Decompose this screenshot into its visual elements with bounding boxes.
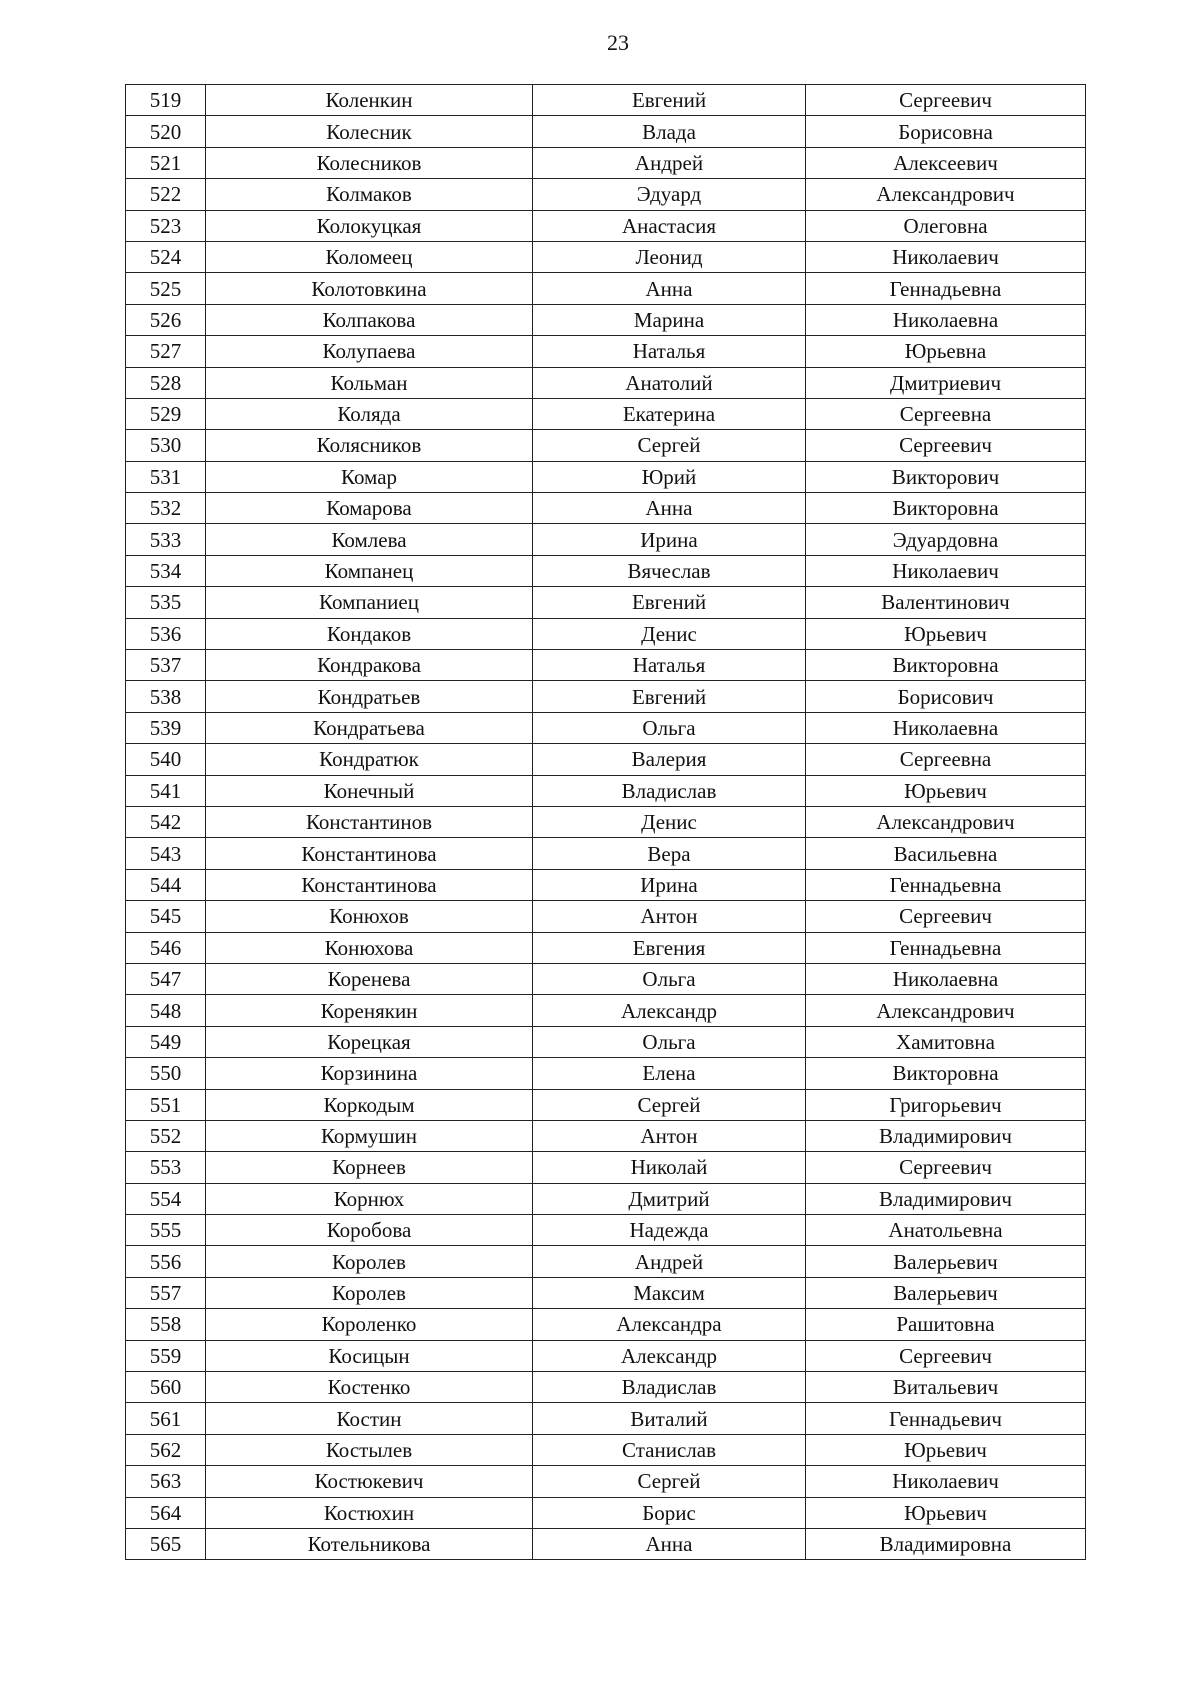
row-number-cell: 562 (126, 1434, 206, 1465)
first-name-cell: Ирина (533, 869, 806, 900)
row-number-cell: 558 (126, 1309, 206, 1340)
table-row (126, 1026, 1086, 1057)
patronymic-cell: Алексеевич (806, 147, 1086, 178)
last-name-cell: Корзинина (206, 1058, 533, 1089)
table-row (126, 147, 1086, 178)
last-name-cell: Коробова (206, 1215, 533, 1246)
first-name-cell: Александр (533, 995, 806, 1026)
row-number-cell: 521 (126, 147, 206, 178)
first-name-cell: Дмитрий (533, 1183, 806, 1214)
first-name-cell: Ольга (533, 1026, 806, 1057)
row-number-cell: 529 (126, 398, 206, 429)
table-row (126, 712, 1086, 743)
table-row (126, 1340, 1086, 1371)
last-name-cell: Конюхова (206, 932, 533, 963)
row-number-cell: 555 (126, 1215, 206, 1246)
table-row (126, 241, 1086, 272)
first-name-cell: Влада (533, 116, 806, 147)
last-name-cell: Косицын (206, 1340, 533, 1371)
patronymic-cell: Дмитриевич (806, 367, 1086, 398)
last-name-cell: Комлева (206, 524, 533, 555)
patronymic-cell: Олеговна (806, 210, 1086, 241)
row-number-cell: 546 (126, 932, 206, 963)
last-name-cell: Комарова (206, 493, 533, 524)
patronymic-cell: Александрович (806, 995, 1086, 1026)
row-number-cell: 531 (126, 461, 206, 492)
row-number-cell: 526 (126, 304, 206, 335)
first-name-cell: Борис (533, 1497, 806, 1528)
table-row (126, 650, 1086, 681)
table-row (126, 1183, 1086, 1214)
row-number-cell: 549 (126, 1026, 206, 1057)
first-name-cell: Антон (533, 1120, 806, 1151)
patronymic-cell: Александрович (806, 806, 1086, 837)
table-row (126, 210, 1086, 241)
patronymic-cell: Николаевна (806, 712, 1086, 743)
first-name-cell: Наталья (533, 650, 806, 681)
last-name-cell: Константинова (206, 869, 533, 900)
first-name-cell: Елена (533, 1058, 806, 1089)
table-row (126, 1497, 1086, 1528)
table-row (126, 1403, 1086, 1434)
table-row (126, 1120, 1086, 1151)
patronymic-cell: Григорьевич (806, 1089, 1086, 1120)
patronymic-cell: Сергеевич (806, 85, 1086, 116)
patronymic-cell: Николаевна (806, 304, 1086, 335)
row-number-cell: 538 (126, 681, 206, 712)
first-name-cell: Виталий (533, 1403, 806, 1434)
first-name-cell: Максим (533, 1277, 806, 1308)
patronymic-cell: Сергеевна (806, 744, 1086, 775)
first-name-cell: Сергей (533, 1466, 806, 1497)
row-number-cell: 539 (126, 712, 206, 743)
last-name-cell: Константинова (206, 838, 533, 869)
last-name-cell: Комар (206, 461, 533, 492)
row-number-cell: 530 (126, 430, 206, 461)
table-row (126, 1528, 1086, 1559)
row-number-cell: 542 (126, 806, 206, 837)
row-number-cell: 550 (126, 1058, 206, 1089)
last-name-cell: Костенко (206, 1372, 533, 1403)
row-number-cell: 527 (126, 336, 206, 367)
table-row (126, 304, 1086, 335)
first-name-cell: Вера (533, 838, 806, 869)
last-name-cell: Кондракова (206, 650, 533, 681)
table-row (126, 618, 1086, 649)
patronymic-cell: Геннадьевна (806, 932, 1086, 963)
patronymic-cell: Викторовна (806, 493, 1086, 524)
last-name-cell: Колмаков (206, 179, 533, 210)
first-name-cell: Леонид (533, 241, 806, 272)
first-name-cell: Анастасия (533, 210, 806, 241)
first-name-cell: Александр (533, 1340, 806, 1371)
patronymic-cell: Геннадьевна (806, 869, 1086, 900)
table-row (126, 995, 1086, 1026)
last-name-cell: Коренева (206, 963, 533, 994)
first-name-cell: Евгения (533, 932, 806, 963)
first-name-cell: Ирина (533, 524, 806, 555)
first-name-cell: Анатолий (533, 367, 806, 398)
last-name-cell: Королев (206, 1277, 533, 1308)
table-row (126, 744, 1086, 775)
first-name-cell: Наталья (533, 336, 806, 367)
last-name-cell: Корнеев (206, 1152, 533, 1183)
patronymic-cell: Сергеевич (806, 430, 1086, 461)
row-number-cell: 534 (126, 555, 206, 586)
patronymic-cell: Геннадьевич (806, 1403, 1086, 1434)
table-row (126, 1215, 1086, 1246)
last-name-cell: Колупаева (206, 336, 533, 367)
last-name-cell: Кондратьев (206, 681, 533, 712)
first-name-cell: Евгений (533, 85, 806, 116)
last-name-cell: Костюкевич (206, 1466, 533, 1497)
row-number-cell: 524 (126, 241, 206, 272)
patronymic-cell: Васильевна (806, 838, 1086, 869)
last-name-cell: Конюхов (206, 901, 533, 932)
row-number-cell: 541 (126, 775, 206, 806)
patronymic-cell: Викторович (806, 461, 1086, 492)
last-name-cell: Компаниец (206, 587, 533, 618)
last-name-cell: Короленко (206, 1309, 533, 1340)
patronymic-cell: Юрьевич (806, 775, 1086, 806)
table-row (126, 1277, 1086, 1308)
table-row (126, 430, 1086, 461)
table-row (126, 493, 1086, 524)
roster-table (125, 84, 1086, 1560)
last-name-cell: Королев (206, 1246, 533, 1277)
row-number-cell: 528 (126, 367, 206, 398)
last-name-cell: Колпакова (206, 304, 533, 335)
first-name-cell: Владислав (533, 1372, 806, 1403)
row-number-cell: 544 (126, 869, 206, 900)
table-row (126, 901, 1086, 932)
patronymic-cell: Валентинович (806, 587, 1086, 618)
first-name-cell: Андрей (533, 1246, 806, 1277)
row-number-cell: 536 (126, 618, 206, 649)
patronymic-cell: Сергеевич (806, 901, 1086, 932)
first-name-cell: Анна (533, 1528, 806, 1559)
table-row (126, 775, 1086, 806)
patronymic-cell: Валерьевич (806, 1246, 1086, 1277)
table-row (126, 587, 1086, 618)
first-name-cell: Марина (533, 304, 806, 335)
first-name-cell: Сергей (533, 1089, 806, 1120)
patronymic-cell: Юрьевич (806, 1497, 1086, 1528)
last-name-cell: Коломеец (206, 241, 533, 272)
first-name-cell: Юрий (533, 461, 806, 492)
last-name-cell: Костин (206, 1403, 533, 1434)
row-number-cell: 525 (126, 273, 206, 304)
last-name-cell: Корнюх (206, 1183, 533, 1214)
row-number-cell: 522 (126, 179, 206, 210)
row-number-cell: 559 (126, 1340, 206, 1371)
last-name-cell: Коляда (206, 398, 533, 429)
table-row (126, 85, 1086, 116)
patronymic-cell: Николаевна (806, 963, 1086, 994)
first-name-cell: Александра (533, 1309, 806, 1340)
table-row (126, 461, 1086, 492)
last-name-cell: Колотовкина (206, 273, 533, 304)
table-row (126, 1372, 1086, 1403)
patronymic-cell: Сергеевич (806, 1340, 1086, 1371)
row-number-cell: 543 (126, 838, 206, 869)
last-name-cell: Корецкая (206, 1026, 533, 1057)
patronymic-cell: Геннадьевна (806, 273, 1086, 304)
patronymic-cell: Николаевич (806, 555, 1086, 586)
first-name-cell: Станислав (533, 1434, 806, 1465)
first-name-cell: Андрей (533, 147, 806, 178)
first-name-cell: Владислав (533, 775, 806, 806)
table-row (126, 1246, 1086, 1277)
row-number-cell: 520 (126, 116, 206, 147)
last-name-cell: Конечный (206, 775, 533, 806)
table-row (126, 806, 1086, 837)
patronymic-cell: Владимирович (806, 1120, 1086, 1151)
patronymic-cell: Николаевич (806, 241, 1086, 272)
first-name-cell: Анна (533, 493, 806, 524)
last-name-cell: Кондаков (206, 618, 533, 649)
row-number-cell: 565 (126, 1528, 206, 1559)
roster-table-body (126, 85, 1086, 1560)
table-row (126, 336, 1086, 367)
first-name-cell: Евгений (533, 681, 806, 712)
table-row (126, 555, 1086, 586)
last-name-cell: Костылев (206, 1434, 533, 1465)
first-name-cell: Денис (533, 806, 806, 837)
table-row (126, 1309, 1086, 1340)
last-name-cell: Кольман (206, 367, 533, 398)
first-name-cell: Надежда (533, 1215, 806, 1246)
first-name-cell: Николай (533, 1152, 806, 1183)
first-name-cell: Эдуард (533, 179, 806, 210)
last-name-cell: Кондратьева (206, 712, 533, 743)
table-row (126, 273, 1086, 304)
patronymic-cell: Викторовна (806, 650, 1086, 681)
patronymic-cell: Владимировна (806, 1528, 1086, 1559)
row-number-cell: 545 (126, 901, 206, 932)
patronymic-cell: Юрьевна (806, 336, 1086, 367)
last-name-cell: Коленкин (206, 85, 533, 116)
row-number-cell: 561 (126, 1403, 206, 1434)
last-name-cell: Колокуцкая (206, 210, 533, 241)
table-row (126, 116, 1086, 147)
patronymic-cell: Юрьевич (806, 1434, 1086, 1465)
patronymic-cell: Борисович (806, 681, 1086, 712)
patronymic-cell: Юрьевич (806, 618, 1086, 649)
row-number-cell: 553 (126, 1152, 206, 1183)
patronymic-cell: Сергеевна (806, 398, 1086, 429)
last-name-cell: Компанец (206, 555, 533, 586)
first-name-cell: Екатерина (533, 398, 806, 429)
last-name-cell: Кормушин (206, 1120, 533, 1151)
row-number-cell: 551 (126, 1089, 206, 1120)
table-row (126, 179, 1086, 210)
row-number-cell: 523 (126, 210, 206, 241)
last-name-cell: Колесников (206, 147, 533, 178)
last-name-cell: Константинов (206, 806, 533, 837)
row-number-cell: 533 (126, 524, 206, 555)
patronymic-cell: Хамитовна (806, 1026, 1086, 1057)
table-row (126, 1466, 1086, 1497)
last-name-cell: Коренякин (206, 995, 533, 1026)
first-name-cell: Антон (533, 901, 806, 932)
first-name-cell: Денис (533, 618, 806, 649)
table-row (126, 838, 1086, 869)
row-number-cell: 552 (126, 1120, 206, 1151)
row-number-cell: 547 (126, 963, 206, 994)
last-name-cell: Костюхин (206, 1497, 533, 1528)
patronymic-cell: Анатольевна (806, 1215, 1086, 1246)
table-row (126, 932, 1086, 963)
patronymic-cell: Рашитовна (806, 1309, 1086, 1340)
first-name-cell: Сергей (533, 430, 806, 461)
row-number-cell: 519 (126, 85, 206, 116)
table-row (126, 1434, 1086, 1465)
patronymic-cell: Николаевич (806, 1466, 1086, 1497)
last-name-cell: Колесник (206, 116, 533, 147)
table-row (126, 963, 1086, 994)
patronymic-cell: Борисовна (806, 116, 1086, 147)
row-number-cell: 564 (126, 1497, 206, 1528)
first-name-cell: Анна (533, 273, 806, 304)
first-name-cell: Валерия (533, 744, 806, 775)
patronymic-cell: Витальевич (806, 1372, 1086, 1403)
table-row (126, 367, 1086, 398)
row-number-cell: 563 (126, 1466, 206, 1497)
table-row (126, 1058, 1086, 1089)
row-number-cell: 554 (126, 1183, 206, 1214)
patronymic-cell: Александрович (806, 179, 1086, 210)
patronymic-cell: Владимирович (806, 1183, 1086, 1214)
table-row (126, 1089, 1086, 1120)
patronymic-cell: Сергеевич (806, 1152, 1086, 1183)
table-row (126, 398, 1086, 429)
patronymic-cell: Валерьевич (806, 1277, 1086, 1308)
last-name-cell: Котельникова (206, 1528, 533, 1559)
row-number-cell: 540 (126, 744, 206, 775)
first-name-cell: Вячеслав (533, 555, 806, 586)
row-number-cell: 537 (126, 650, 206, 681)
table-row (126, 1152, 1086, 1183)
row-number-cell: 535 (126, 587, 206, 618)
row-number-cell: 532 (126, 493, 206, 524)
page-number: 23 (607, 30, 629, 55)
row-number-cell: 548 (126, 995, 206, 1026)
last-name-cell: Кондратюк (206, 744, 533, 775)
patronymic-cell: Викторовна (806, 1058, 1086, 1089)
table-row (126, 869, 1086, 900)
table-row (126, 681, 1086, 712)
first-name-cell: Евгений (533, 587, 806, 618)
row-number-cell: 556 (126, 1246, 206, 1277)
first-name-cell: Ольга (533, 712, 806, 743)
first-name-cell: Ольга (533, 963, 806, 994)
row-number-cell: 560 (126, 1372, 206, 1403)
row-number-cell: 557 (126, 1277, 206, 1308)
table-row (126, 524, 1086, 555)
last-name-cell: Коркодым (206, 1089, 533, 1120)
last-name-cell: Колясников (206, 430, 533, 461)
patronymic-cell: Эдуардовна (806, 524, 1086, 555)
